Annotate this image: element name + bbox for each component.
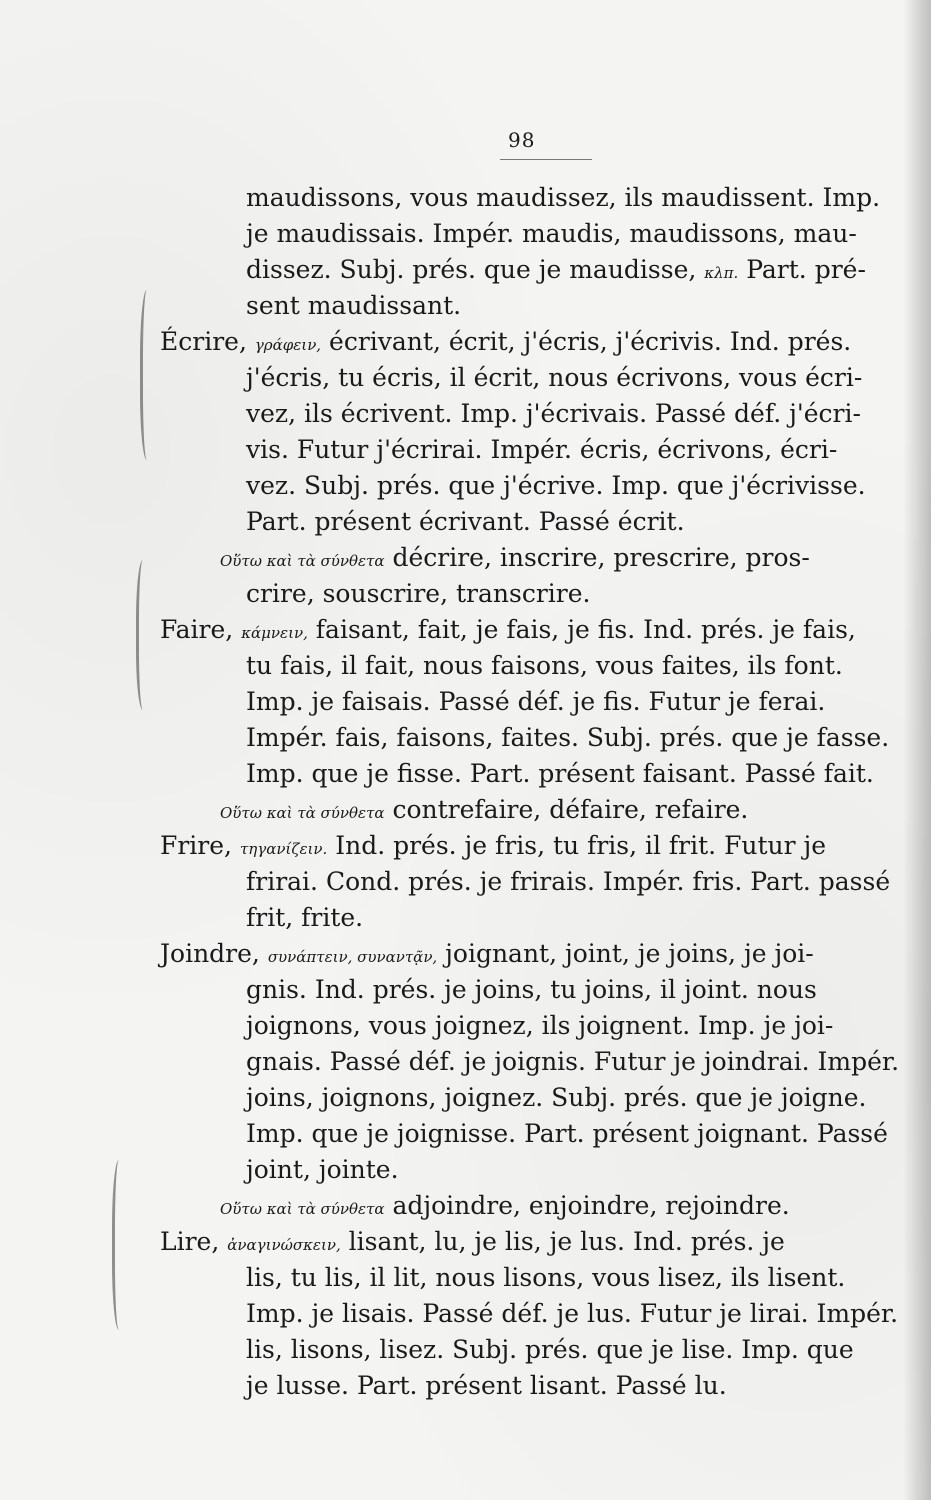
line-segment: j'écris, tu écris, il écrit, nous écrivons, vous écri-	[246, 363, 863, 392]
text-line	[160, 828, 905, 864]
text-line	[160, 936, 905, 972]
text-line	[160, 576, 905, 612]
line-segment: Faire,	[160, 615, 242, 644]
line-segment: lis, lisons, lisez. Subj. prés. que je lise. Imp. que	[246, 1335, 854, 1364]
body-text	[160, 180, 905, 1404]
text-line	[160, 1116, 905, 1152]
line-segment: Écrire,	[160, 327, 255, 356]
line-segment: je maudissais. Impér. maudis, maudissons, mau-	[246, 219, 857, 248]
line-segment: Part. présent écrivant. Passé écrit.	[246, 507, 685, 536]
page-number: 98	[508, 128, 536, 152]
line-segment: je lusse. Part. présent lisant. Passé lu.	[246, 1371, 727, 1400]
greek-gloss: Οὕτω καὶ τὰ σύνθετα	[220, 804, 385, 822]
text-line	[160, 432, 905, 468]
line-segment: joins, joignons, joignez. Subj. prés. que je joigne.	[246, 1083, 867, 1112]
greek-gloss: γράφειν,	[254, 336, 322, 354]
line-segment: Impér. fais, faisons, faites. Subj. prés. que je fasse.	[246, 723, 890, 752]
line-segment: Joindre,	[160, 939, 268, 968]
greek-gloss: Οὕτω καὶ τὰ σύνθετα	[220, 552, 385, 570]
line-segment: Imp. je lisais. Passé déf. je lus. Futur je lirai. Impér.	[246, 1299, 899, 1328]
text-line	[160, 900, 905, 936]
text-line	[160, 648, 905, 684]
greek-gloss: τηγανίζειν.	[239, 840, 328, 858]
page-binding-shadow	[903, 0, 931, 1500]
text-line	[160, 1368, 905, 1404]
text-line	[160, 1260, 905, 1296]
line-segment: gnais. Passé déf. je joignis. Futur je joindrai. Impér.	[246, 1047, 900, 1076]
line-segment: frirai. Cond. prés. je frirais. Impér. fris. Part. passé	[246, 867, 891, 896]
line-segment: faisant, fait, je fais, je fis. Ind. prés. je fais,	[307, 615, 856, 644]
line-segment: Lire,	[160, 1227, 228, 1256]
line-segment: dissez. Subj. prés. que je maudisse,	[246, 255, 705, 284]
line-segment: lis, tu lis, il lit, nous lisons, vous lisez, ils lisent.	[246, 1263, 846, 1292]
text-line	[160, 972, 905, 1008]
text-line	[160, 756, 905, 792]
line-segment: gnis. Ind. prés. je joins, tu joins, il joint. nous	[246, 975, 817, 1004]
text-line	[160, 612, 905, 648]
text-line	[160, 1152, 905, 1188]
margin-pencil-mark	[136, 560, 153, 710]
text-line	[160, 252, 905, 288]
text-line	[160, 684, 905, 720]
margin-pencil-mark	[140, 290, 157, 460]
text-line	[160, 288, 905, 324]
text-line	[160, 1080, 905, 1116]
line-segment: joint, jointe.	[246, 1155, 399, 1184]
greek-gloss: συνάπτειν, συναντᾷν,	[267, 948, 438, 966]
line-segment: joignant, joint, je joins, je joi-	[437, 939, 814, 968]
text-line	[160, 468, 905, 504]
greek-gloss: κλπ.	[704, 264, 739, 282]
text-line	[160, 792, 905, 828]
text-line	[160, 1224, 905, 1260]
text-line	[160, 540, 905, 576]
text-line	[160, 864, 905, 900]
text-line	[160, 1044, 905, 1080]
margin-pencil-mark	[112, 1160, 129, 1330]
line-segment: Imp. que je joignisse. Part. présent joignant. Passé	[246, 1119, 888, 1148]
text-line	[160, 1188, 905, 1224]
line-segment: frit, frite.	[246, 903, 364, 932]
text-line	[160, 504, 905, 540]
line-segment: adjoindre, enjoindre, rejoindre.	[384, 1191, 790, 1220]
line-segment: vis. Futur j'écrirai. Impér. écris, écrivons, écri-	[246, 435, 838, 464]
line-segment: maudissons, vous maudissez, ils maudissent. Imp.	[246, 183, 881, 212]
greek-gloss: ἀναγινώσκειν,	[227, 1236, 341, 1254]
text-line	[160, 396, 905, 432]
line-segment: lisant, lu, je lis, je lus. Ind. prés. je	[340, 1227, 785, 1256]
line-segment: écrivant, écrit, j'écris, j'écrivis. Ind. prés.	[321, 327, 852, 356]
line-segment: vez. Subj. prés. que j'écrive. Imp. que j'écrivisse.	[246, 471, 866, 500]
text-line	[160, 1296, 905, 1332]
line-segment: Ind. prés. je fris, tu fris, il frit. Futur je	[327, 831, 827, 860]
text-line	[160, 1332, 905, 1368]
line-segment: décrire, inscrire, prescrire, pros-	[384, 543, 810, 572]
line-segment: contrefaire, défaire, refaire.	[384, 795, 749, 824]
text-line	[160, 1008, 905, 1044]
line-segment: vez, ils écrivent. Imp. j'écrivais. Passé déf. j'écri-	[246, 399, 861, 428]
line-segment: tu fais, il fait, nous faisons, vous faites, ils font.	[246, 651, 843, 680]
text-line	[160, 216, 905, 252]
line-segment: Frire,	[160, 831, 240, 860]
line-segment: joignons, vous joignez, ils joignent. Imp. je joi-	[246, 1011, 834, 1040]
line-segment: Part. pré-	[738, 255, 866, 284]
text-line	[160, 324, 905, 360]
text-line	[160, 720, 905, 756]
line-segment: Imp. que je fisse. Part. présent faisant. Passé fait.	[246, 759, 874, 788]
line-segment: Imp. je faisais. Passé déf. je fis. Futur je ferai.	[246, 687, 826, 716]
text-line	[160, 360, 905, 396]
line-segment: crire, souscrire, transcrire.	[246, 579, 591, 608]
line-segment: sent maudissant.	[246, 291, 462, 320]
header-rule	[500, 159, 592, 160]
text-line	[160, 180, 905, 216]
greek-gloss: κάμνειν,	[241, 624, 308, 642]
greek-gloss: Οὕτω καὶ τὰ σύνθετα	[220, 1200, 385, 1218]
